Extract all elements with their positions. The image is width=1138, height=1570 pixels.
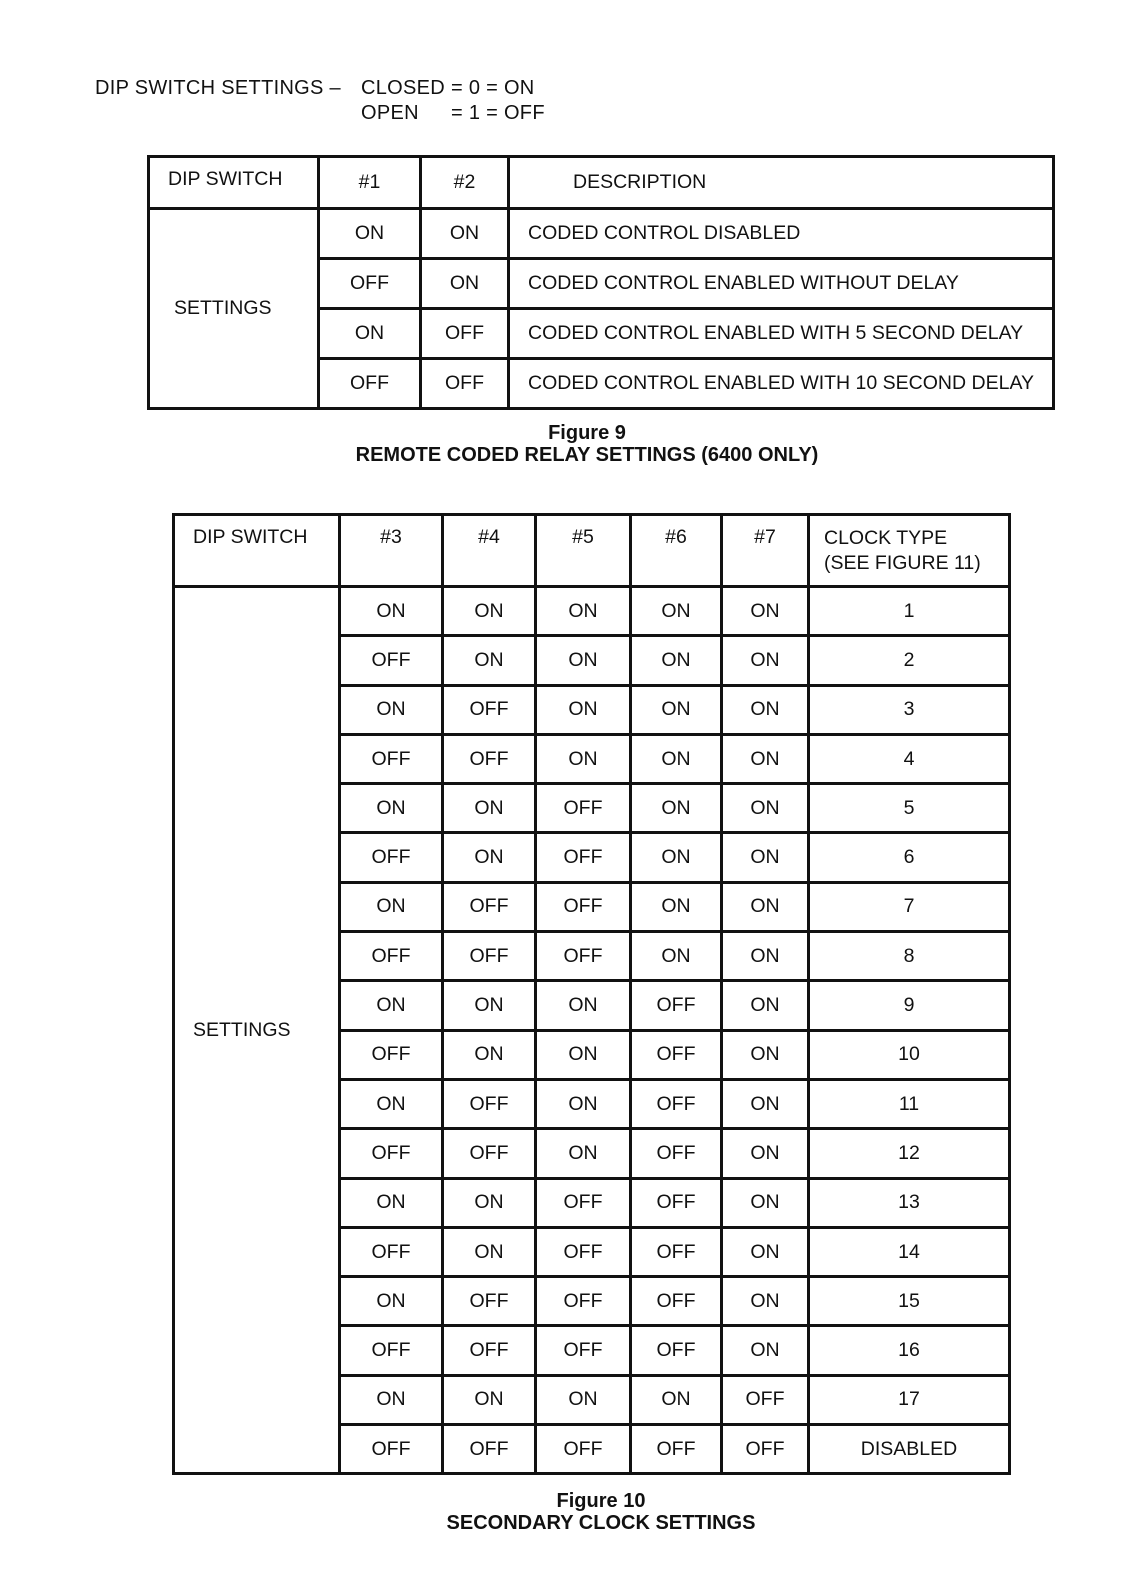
table-row bbox=[174, 587, 1010, 636]
switch-state-cell: ON bbox=[631, 587, 722, 636]
settings-label: SETTINGS bbox=[174, 587, 340, 1474]
switch-state-cell: ON bbox=[421, 259, 509, 309]
switch-state-cell: ON bbox=[722, 1030, 809, 1079]
switch-state-cell: OFF bbox=[631, 1425, 722, 1474]
switch-state-cell: ON bbox=[722, 734, 809, 783]
figure-10-caption bbox=[0, 1490, 1138, 1534]
remote-coded-relay-table bbox=[147, 155, 1055, 410]
switch-state-cell: ON bbox=[631, 882, 722, 931]
header-switch-6: #6 bbox=[631, 515, 722, 587]
switch-state-cell: OFF bbox=[722, 1375, 809, 1424]
legend-closed-value: = 0 = ON bbox=[451, 77, 535, 99]
header-switch-2: #2 bbox=[421, 157, 509, 209]
switch-state-cell: ON bbox=[340, 1079, 443, 1128]
switch-state-cell: ON bbox=[722, 833, 809, 882]
switch-state-cell: ON bbox=[631, 636, 722, 685]
switch-state-cell: OFF bbox=[443, 1129, 536, 1178]
legend-closed-key: CLOSED bbox=[361, 77, 446, 99]
switch-state-cell: ON bbox=[631, 734, 722, 783]
clock-type-cell: 16 bbox=[809, 1326, 1010, 1375]
clock-type-cell: DISABLED bbox=[809, 1425, 1010, 1474]
table-row bbox=[149, 209, 1054, 259]
switch-state-cell: OFF bbox=[340, 1326, 443, 1375]
switch-state-cell: ON bbox=[443, 636, 536, 685]
switch-state-cell: OFF bbox=[536, 1178, 631, 1227]
description-cell: CODED CONTROL ENABLED WITH 10 SECOND DELAY bbox=[509, 359, 1054, 409]
figure-10-title: SECONDARY CLOCK SETTINGS bbox=[446, 1512, 756, 1534]
figure-9-title: REMOTE CODED RELAY SETTINGS (6400 ONLY) bbox=[355, 444, 819, 466]
switch-state-cell: ON bbox=[443, 784, 536, 833]
switch-state-cell: ON bbox=[536, 685, 631, 734]
description-cell: CODED CONTROL ENABLED WITHOUT DELAY bbox=[509, 259, 1054, 309]
figure-9-caption bbox=[0, 422, 1138, 466]
switch-state-cell: OFF bbox=[536, 932, 631, 981]
switch-state-cell: ON bbox=[443, 833, 536, 882]
switch-state-cell: ON bbox=[340, 981, 443, 1030]
legend-open-value: = 1 = OFF bbox=[451, 102, 545, 124]
switch-state-cell: ON bbox=[443, 1227, 536, 1276]
switch-state-cell: OFF bbox=[340, 734, 443, 783]
switch-state-cell: OFF bbox=[443, 1425, 536, 1474]
description-cell: CODED CONTROL DISABLED bbox=[509, 209, 1054, 259]
switch-state-cell: OFF bbox=[340, 932, 443, 981]
clock-type-cell: 15 bbox=[809, 1277, 1010, 1326]
switch-state-cell: OFF bbox=[631, 1079, 722, 1128]
switch-state-cell: OFF bbox=[443, 882, 536, 931]
switch-state-cell: ON bbox=[421, 209, 509, 259]
switch-state-cell: OFF bbox=[443, 1079, 536, 1128]
clock-type-cell: 13 bbox=[809, 1178, 1010, 1227]
switch-state-cell: ON bbox=[722, 932, 809, 981]
dip-switch-legend bbox=[95, 76, 545, 126]
header-switch-5: #5 bbox=[536, 515, 631, 587]
clock-type-cell: 14 bbox=[809, 1227, 1010, 1276]
switch-state-cell: OFF bbox=[443, 932, 536, 981]
switch-state-cell: OFF bbox=[536, 1425, 631, 1474]
switch-state-cell: OFF bbox=[631, 1277, 722, 1326]
switch-state-cell: ON bbox=[722, 587, 809, 636]
switch-state-cell: ON bbox=[340, 685, 443, 734]
switch-state-cell: OFF bbox=[631, 1227, 722, 1276]
switch-state-cell: ON bbox=[319, 309, 421, 359]
switch-state-cell: ON bbox=[722, 1129, 809, 1178]
switch-state-cell: OFF bbox=[421, 309, 509, 359]
secondary-clock-table bbox=[172, 513, 1011, 1475]
header-switch-7: #7 bbox=[722, 515, 809, 587]
switch-state-cell: ON bbox=[722, 882, 809, 931]
switch-state-cell: ON bbox=[536, 981, 631, 1030]
switch-state-cell: ON bbox=[631, 932, 722, 981]
switch-state-cell: ON bbox=[722, 1079, 809, 1128]
switch-state-cell: ON bbox=[722, 1277, 809, 1326]
header-clock-type bbox=[809, 515, 1010, 587]
switch-state-cell: OFF bbox=[319, 359, 421, 409]
clock-type-cell: 2 bbox=[809, 636, 1010, 685]
switch-state-cell: ON bbox=[722, 636, 809, 685]
switch-state-cell: ON bbox=[631, 1375, 722, 1424]
switch-state-cell: OFF bbox=[722, 1425, 809, 1474]
clock-type-cell: 6 bbox=[809, 833, 1010, 882]
switch-state-cell: OFF bbox=[536, 784, 631, 833]
switch-state-cell: ON bbox=[536, 1129, 631, 1178]
clock-type-cell: 7 bbox=[809, 882, 1010, 931]
clock-type-line-1: CLOCK TYPE bbox=[824, 527, 948, 549]
switch-state-cell: OFF bbox=[340, 1425, 443, 1474]
switch-state-cell: ON bbox=[443, 1375, 536, 1424]
switch-state-cell: ON bbox=[536, 1375, 631, 1424]
switch-state-cell: ON bbox=[443, 587, 536, 636]
switch-state-cell: OFF bbox=[536, 1277, 631, 1326]
switch-state-cell: OFF bbox=[536, 833, 631, 882]
switch-state-cell: OFF bbox=[340, 1129, 443, 1178]
switch-state-cell: ON bbox=[340, 784, 443, 833]
clock-type-line-2: (SEE FIGURE 11) bbox=[824, 552, 981, 574]
figure-9-number: Figure 9 bbox=[548, 422, 626, 444]
switch-state-cell: OFF bbox=[340, 833, 443, 882]
switch-state-cell: ON bbox=[340, 1375, 443, 1424]
switch-state-cell: OFF bbox=[443, 1326, 536, 1375]
header-switch-3: #3 bbox=[340, 515, 443, 587]
switch-state-cell: OFF bbox=[443, 734, 536, 783]
switch-state-cell: OFF bbox=[631, 1030, 722, 1079]
switch-state-cell: ON bbox=[536, 1079, 631, 1128]
switch-state-cell: OFF bbox=[340, 1030, 443, 1079]
switch-state-cell: OFF bbox=[631, 1326, 722, 1375]
switch-state-cell: ON bbox=[536, 587, 631, 636]
table-header-row bbox=[149, 157, 1054, 209]
header-switch-4: #4 bbox=[443, 515, 536, 587]
switch-state-cell: ON bbox=[722, 1326, 809, 1375]
clock-type-cell: 4 bbox=[809, 734, 1010, 783]
legend-open-key: OPEN bbox=[361, 102, 419, 124]
switch-state-cell: OFF bbox=[631, 1178, 722, 1227]
switch-state-cell: ON bbox=[536, 1030, 631, 1079]
switch-state-cell: OFF bbox=[340, 636, 443, 685]
clock-type-cell: 10 bbox=[809, 1030, 1010, 1079]
switch-state-cell: ON bbox=[536, 636, 631, 685]
switch-state-cell: ON bbox=[722, 784, 809, 833]
switch-state-cell: ON bbox=[631, 784, 722, 833]
switch-state-cell: OFF bbox=[340, 1227, 443, 1276]
switch-state-cell: OFF bbox=[536, 1326, 631, 1375]
clock-type-cell: 11 bbox=[809, 1079, 1010, 1128]
switch-state-cell: ON bbox=[443, 981, 536, 1030]
switch-state-cell: ON bbox=[631, 685, 722, 734]
clock-type-cell: 17 bbox=[809, 1375, 1010, 1424]
description-cell: CODED CONTROL ENABLED WITH 5 SECOND DELAY bbox=[509, 309, 1054, 359]
header-switch-1: #1 bbox=[319, 157, 421, 209]
switch-state-cell: ON bbox=[319, 209, 421, 259]
switch-state-cell: ON bbox=[340, 1277, 443, 1326]
switch-state-cell: ON bbox=[722, 981, 809, 1030]
switch-state-cell: ON bbox=[631, 833, 722, 882]
switch-state-cell: ON bbox=[722, 1178, 809, 1227]
switch-state-cell: OFF bbox=[421, 359, 509, 409]
switch-state-cell: OFF bbox=[319, 259, 421, 309]
switch-state-cell: ON bbox=[443, 1178, 536, 1227]
clock-type-cell: 5 bbox=[809, 784, 1010, 833]
switch-state-cell: OFF bbox=[631, 981, 722, 1030]
header-dip-switch: DIP SWITCH bbox=[174, 515, 340, 587]
settings-label: SETTINGS bbox=[149, 209, 319, 409]
switch-state-cell: OFF bbox=[536, 1227, 631, 1276]
switch-state-cell: ON bbox=[340, 587, 443, 636]
switch-state-cell: ON bbox=[340, 882, 443, 931]
switch-state-cell: OFF bbox=[536, 882, 631, 931]
switch-state-cell: ON bbox=[340, 1178, 443, 1227]
clock-type-cell: 12 bbox=[809, 1129, 1010, 1178]
switch-state-cell: OFF bbox=[443, 685, 536, 734]
switch-state-cell: OFF bbox=[631, 1129, 722, 1178]
table-header-row bbox=[174, 515, 1010, 587]
switch-state-cell: ON bbox=[722, 1227, 809, 1276]
clock-type-cell: 1 bbox=[809, 587, 1010, 636]
header-description: DESCRIPTION bbox=[509, 157, 1054, 209]
switch-state-cell: ON bbox=[443, 1030, 536, 1079]
clock-type-cell: 3 bbox=[809, 685, 1010, 734]
switch-state-cell: OFF bbox=[443, 1277, 536, 1326]
figure-10-number: Figure 10 bbox=[556, 1490, 646, 1512]
clock-type-cell: 9 bbox=[809, 981, 1010, 1030]
legend-label: DIP SWITCH SETTINGS – bbox=[95, 77, 341, 99]
clock-type-cell: 8 bbox=[809, 932, 1010, 981]
switch-state-cell: ON bbox=[722, 685, 809, 734]
header-dip-switch: DIP SWITCH bbox=[149, 157, 319, 209]
switch-state-cell: ON bbox=[536, 734, 631, 783]
